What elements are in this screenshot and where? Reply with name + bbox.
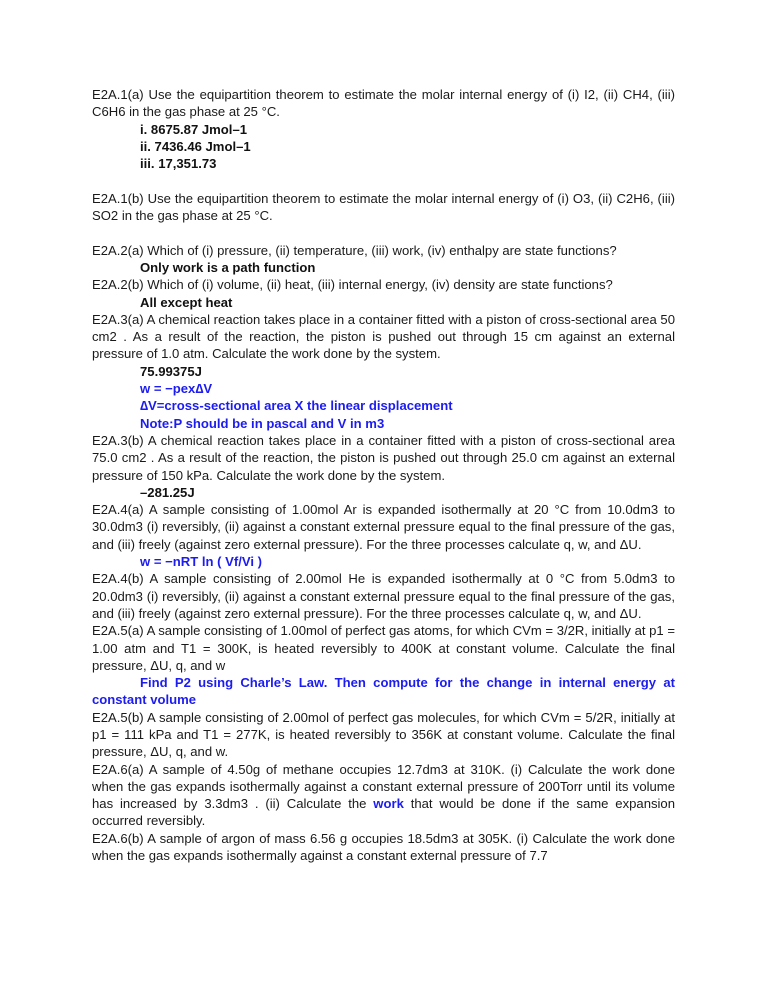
note-e2a4a-formula: w = −nRT ln ( Vf/Vi ) [140, 554, 262, 570]
answer-e2a2b: All except heat [140, 294, 233, 310]
note-e2a3a-volume: ∆V=cross-sectional area X the linear displacement [140, 398, 453, 414]
question-e2a5a: E2A.5(a) A sample consisting of 1.00mol of perfect gas atoms, for which CVm = 3/2R, initially at p1 = 1.00 atm and T1 = 300K, is heated reversibly to 400K at constant volume. Calculate the final pressure, ΔU, q, and w [92, 623, 675, 673]
note-e2a3a-units: Note:P should be in pascal and V in m3 [140, 415, 385, 431]
answer-e2a3b: –281.25J [140, 484, 195, 500]
question-e2a1b: E2A.1(b) Use the equipartition theorem to estimate the molar internal energy of (i) O3, (ii) C2H6, (iii) SO2 in the gas phase at 25 °C. [92, 190, 675, 224]
question-e2a5b: E2A.5(b) A sample consisting of 2.00mol of perfect gas molecules, for which CVm = 5/2R, initially at p1 = 111 kPa and T1 = 277K, is heated reversibly to 356K at constant volume. Calculate the final pressure, ΔU, q, and w. [92, 709, 675, 760]
question-e2a6a-part1: E2A.6(a) A sample of 4.50g of methane occupies 12.7dm3 at 310K. (i) Calculate the work done when the gas expands isothermally against a constant external pressure of 200Torr until its volume has increased by 3.3dm3 . (ii) Calculate the [92, 761, 675, 812]
spacer [92, 224, 675, 241]
note-e2a5a: Find P2 using Charle’s Law. Then compute for the change in internal energy at constant volume [92, 675, 675, 708]
question-e2a4b: E2A.4(b) A sample consisting of 2.00mol He is expanded isothermally at 0 °C from 5.0dm3 to 20.0dm3 (i) reversibly, (ii) against a constant external pressure equal to the final pressure of the gas, and (iii) freely (against zero external pressure). For the three processes calculate q, w, and ΔU. [92, 571, 675, 621]
question-e2a6a-part2: that would be done if the same expansion occurred reversibly. [92, 796, 675, 829]
spacer [92, 172, 675, 189]
question-e2a3a: E2A.3(a) A chemical reaction takes place in a container fitted with a piston of cross-sectional area 50 cm2 . As a result of the reaction, the piston is pushed out through 15 cm against an external pressure of 1.0 atm. Calculate the work done by the system. [92, 311, 675, 362]
question-e2a2a: E2A.2(a) Which of (i) pressure, (ii) temperature, (iii) work, (iv) enthalpy are state functions? [92, 242, 617, 258]
question-e2a1a: E2A.1(a) Use the equipartition theorem to estimate the molar internal energy of (i) I2, (ii) CH4, (iii) C6H6 in the gas phase at 25 °C. [92, 87, 675, 120]
question-e2a4a: E2A.4(a) A sample consisting of 1.00mol Ar is expanded isothermally at 20 °C from 10.0dm3 to 30.0dm3 (i) reversibly, (ii) against a constant external pressure equal to the final pressure of the gas, and (iii) freely (against zero external pressure). For the three processes calculate q, w, and ΔU. [92, 502, 675, 552]
answer-e2a1a-i: i. 8675.87 Jmol–1 [140, 121, 248, 137]
note-e2a3a-formula: w = −pex∆V [140, 381, 213, 397]
question-e2a3b: E2A.3(b) A chemical reaction takes place in a container fitted with a piston of cross-sectional area 75.0 cm2 . As a result of the reaction, the piston is pushed out through 25.0 cm against an external pressure of 150 kPa. Calculate the work done by the system. [92, 432, 675, 483]
question-e2a6b: E2A.6(b) A sample of argon of mass 6.56 g occupies 18.5dm3 at 305K. (i) Calculate the work done when the gas expands isothermally against a constant external pressure of 7.7 [92, 830, 675, 864]
highlight-work: work [373, 796, 404, 812]
answer-e2a1a-iii: iii. 17,351.73 [140, 156, 217, 172]
answer-e2a3a: 75.99375J [140, 363, 202, 379]
question-e2a6a [92, 761, 675, 830]
answer-e2a2a: Only work is a path function [140, 259, 316, 275]
question-e2a2b: E2A.2(b) Which of (i) volume, (ii) heat, (iii) internal energy, (iv) density are state functions? [92, 277, 613, 293]
answer-e2a1a-ii: ii. 7436.46 Jmol–1 [140, 138, 251, 154]
document-page [92, 86, 675, 864]
